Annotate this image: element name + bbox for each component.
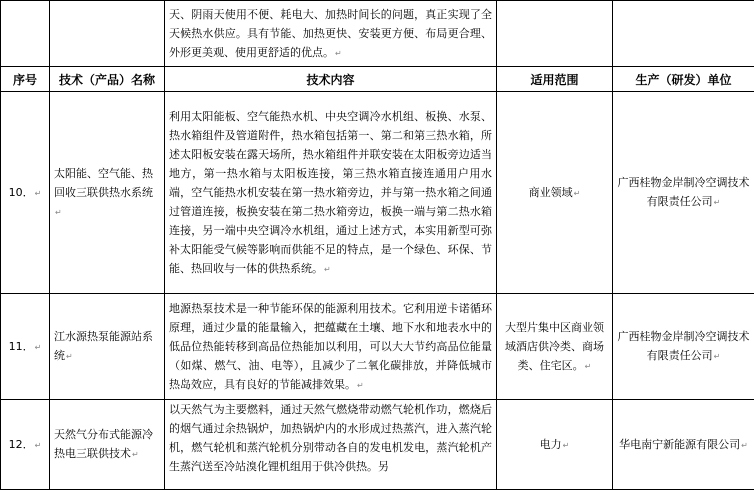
row-seq: 12．↵	[1, 400, 50, 490]
row-scope: 大型片集中区商业领域酒店供冷类、商场类、住宅区。↵	[497, 294, 613, 400]
row-content: 地源热泵技术是一种节能环保的能源利用技术。它利用逆卡诺循环原理，通过少量的能量输入，把蕴藏在土壤、地下水和地表水中的低品位热能转移到高品位热能加以利用，可以大大节约高品位能量（如煤、燃气、油、电等），且减少了二氧化碳排放，并降低城市热岛效应，具有良好的节能减排效果。↵	[165, 294, 497, 400]
row-tech-name: 太阳能、空气能、热回收三联供热水系统↵	[50, 92, 165, 294]
table-row	[1, 400, 754, 490]
row-tech-name: 江水源热泵能源站系统↵	[50, 294, 165, 400]
header-tech-name: 技术（产品）名称	[50, 67, 165, 92]
row-content: 利用太阳能板、空气能热水机、中央空调冷水机组、板换、水泵、热水箱组件及管道附件，热水箱包括第一、第二和第三热水箱，所述太阳板安装在露天场所，热水箱组件并联安装在太阳板旁边适当地方，第一热水箱与太阳板连接，第三热水箱直接连通用户用水端，空气能热水机安装在第一热水箱旁边，并与第一热水箱之间通过管道连接，板换安装在第二热水箱旁边，板换一端与第二热水箱连接，另一端中央空调冷水机组，通过上述方式，本实用新型可弥补太阳能受气候等影响而供能不足的特点，是一个绿色、环保、节能、热回收与一体的供热系统。↵	[165, 92, 497, 294]
row-unit: 广西桂物金岸制冷空调技术有限责任公司↵	[613, 294, 754, 400]
row-scope: 电力↵	[497, 400, 613, 490]
header-tech-content: 技术内容	[165, 67, 497, 92]
table-row	[1, 294, 754, 400]
empty-cell	[1, 1, 50, 67]
header-unit: 生产（研发）单位	[613, 67, 754, 92]
row-seq: 10．↵	[1, 92, 50, 294]
continued-row	[1, 1, 754, 67]
continued-content: 天、阴雨天使用不便、耗电大、加热时间长的问题，真正实现了全天候热水供应。具有节能、加热更快、安装更方便、布局更合理、外形更美观、使用更舒适的优点。↵	[165, 1, 497, 67]
header-seq: 序号	[1, 67, 50, 92]
row-tech-name: 天然气分布式能源冷热电三联供技术↵	[50, 400, 165, 490]
header-scope: 适用范围	[497, 67, 613, 92]
row-seq: 11．↵	[1, 294, 50, 400]
empty-cell	[50, 1, 165, 67]
header-row	[1, 67, 754, 92]
row-scope: 商业领域↵	[497, 92, 613, 294]
empty-cell	[497, 1, 613, 67]
row-content: 以天然气为主要燃料，通过天然气燃烧带动燃气轮机作功，燃烧后的烟气通过余热锅炉，加热锅炉内的水形成过热蒸汽，进入蒸汽轮机，燃气轮机和蒸汽轮机分别带动各自的发电机发电，蒸汽轮机产生蒸汽送至冷站溴化锂机组用于供冷供热。另	[165, 400, 497, 490]
row-unit: 广西桂物金岸制冷空调技术有限责任公司↵	[613, 92, 754, 294]
empty-cell	[613, 1, 754, 67]
table-row	[1, 92, 754, 294]
row-unit: 华电南宁新能源有限公司↵	[613, 400, 754, 490]
